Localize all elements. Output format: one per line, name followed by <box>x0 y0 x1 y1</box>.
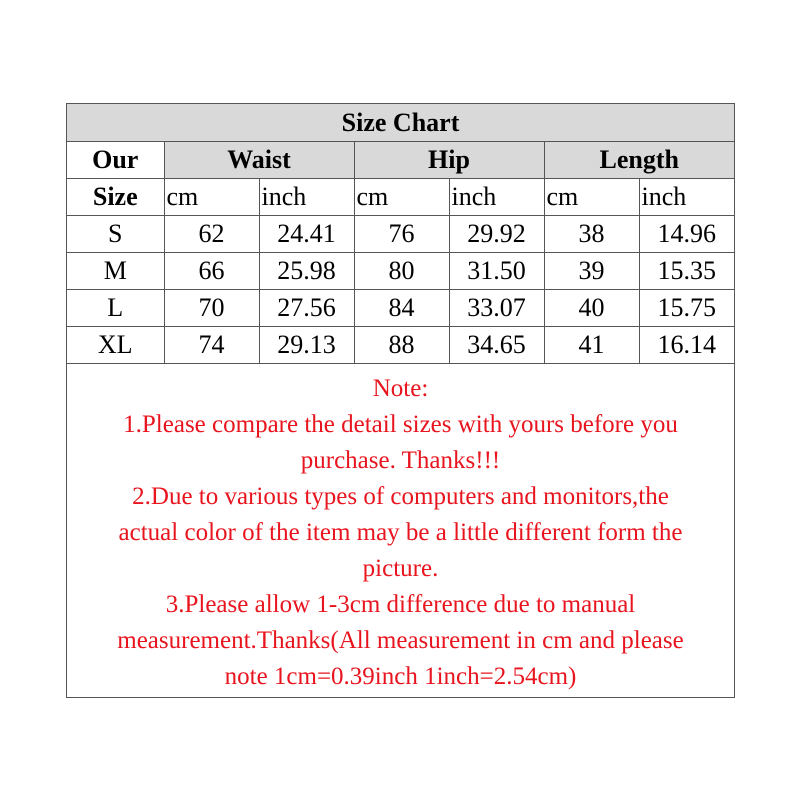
unit-cell: cm <box>164 179 259 216</box>
table-row <box>67 253 734 290</box>
unit-cell: inch <box>449 179 544 216</box>
note-line: measurement.Thanks(All measurement in cm and please <box>117 627 684 654</box>
unit-cell: cm <box>354 179 449 216</box>
unit-cell: inch <box>259 179 354 216</box>
note-line: purchase. Thanks!!! <box>300 447 501 474</box>
value-cell: 15.35 <box>639 253 734 290</box>
value-cell: 16.14 <box>639 327 734 364</box>
value-cell: 29.92 <box>449 216 544 253</box>
notes-block <box>67 371 734 695</box>
value-cell: 33.07 <box>449 290 544 327</box>
value-cell: 80 <box>354 253 449 290</box>
size-label: XL <box>67 327 164 364</box>
value-cell: 88 <box>354 327 449 364</box>
size-header-line2: Size <box>67 179 164 216</box>
value-cell: 29.13 <box>259 327 354 364</box>
value-cell: 74 <box>164 327 259 364</box>
note-line: note 1cm=0.39inch 1inch=2.54cm) <box>224 663 577 690</box>
note-line: 2.Due to various types of computers and monitors,the <box>132 483 669 510</box>
value-cell: 25.98 <box>259 253 354 290</box>
table-title: Size Chart <box>67 104 734 142</box>
table-row <box>67 290 734 327</box>
size-label: M <box>67 253 164 290</box>
size-header-line1: Our <box>67 142 164 179</box>
note-line: picture. <box>362 555 439 582</box>
unit-cell: cm <box>544 179 639 216</box>
value-cell: 40 <box>544 290 639 327</box>
value-cell: 38 <box>544 216 639 253</box>
unit-cell: inch <box>639 179 734 216</box>
hip-header: Hip <box>354 142 544 179</box>
value-cell: 66 <box>164 253 259 290</box>
waist-header: Waist <box>164 142 354 179</box>
value-cell: 84 <box>354 290 449 327</box>
value-cell: 62 <box>164 216 259 253</box>
value-cell: 70 <box>164 290 259 327</box>
note-heading: Note: <box>372 375 429 402</box>
length-header: Length <box>544 142 734 179</box>
note-line: actual color of the item may be a little different form the <box>118 519 683 546</box>
note-line: 3.Please allow 1-3cm difference due to manual <box>165 591 636 618</box>
size-label: L <box>67 290 164 327</box>
value-cell: 41 <box>544 327 639 364</box>
table-row <box>67 216 734 253</box>
value-cell: 15.75 <box>639 290 734 327</box>
value-cell: 24.41 <box>259 216 354 253</box>
size-chart <box>66 103 735 698</box>
value-cell: 76 <box>354 216 449 253</box>
size-table <box>67 104 734 364</box>
note-line: 1.Please compare the detail sizes with yours before you <box>123 411 678 438</box>
size-label: S <box>67 216 164 253</box>
value-cell: 14.96 <box>639 216 734 253</box>
value-cell: 31.50 <box>449 253 544 290</box>
value-cell: 39 <box>544 253 639 290</box>
value-cell: 34.65 <box>449 327 544 364</box>
value-cell: 27.56 <box>259 290 354 327</box>
table-row <box>67 327 734 364</box>
